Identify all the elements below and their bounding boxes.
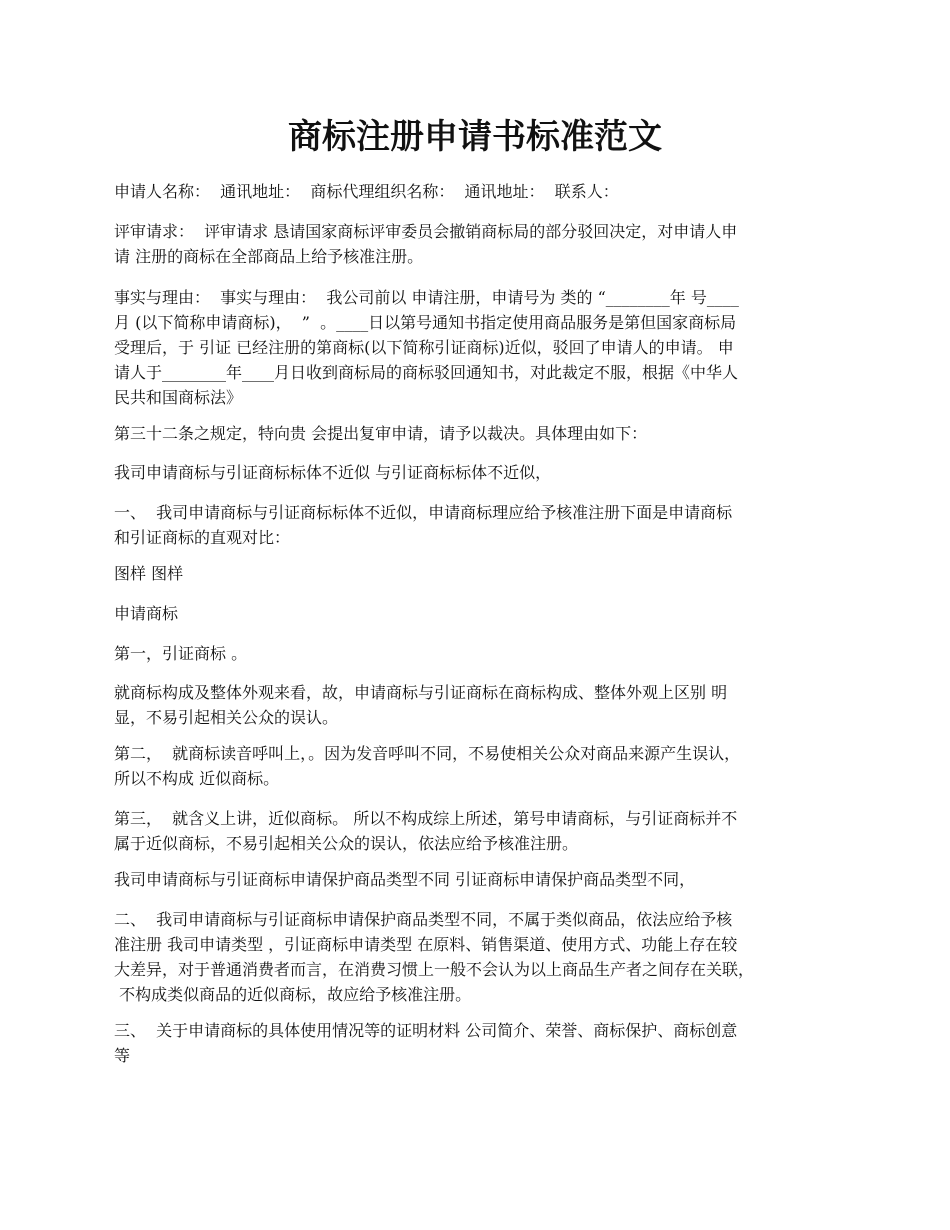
applicant-info-line: 申请人名称： 通讯地址： 商标代理组织名称： 通讯地址： 联系人：: [114, 182, 619, 201]
mark-not-similar-heading: 我司申请商标与引证商标标体不近似 与引证商标标体不近似，: [114, 463, 552, 482]
section-three-paragraph: 三、 关于申请商标的具体使用情况等的证明材料 公司简介、荣誉、商标保护、商标创意 等: [114, 1021, 738, 1065]
third-point-paragraph: 第三， 就含义上讲，近似商标。 所以不构成综上所述，第号申请商标，与引证商标并不 属于近似商标，不易引起相关公众的误认，依法应给予核准注册。: [114, 809, 738, 853]
section-one-paragraph: 一、 我司申请商标与引证商标标体不近似，申请商标理应给予核准注册下面是申请商标 和引证商标的直观对比：: [114, 503, 733, 547]
sample-labels: 图样 图样: [114, 564, 184, 583]
composition-paragraph: 就商标构成及整体外观来看，故，申请商标与引证商标在商标构成、整体外观上区别 明 显，不易引起相关公众的误认。: [114, 683, 728, 727]
section-two-paragraph: 二、 我司申请商标与引证商标申请保护商品类型不同，不属于类似商品，依法应给予核 准注册 我司申请类型 ，引证商标申请类型 在原料、销售渠道、使用方式、功能上存在较 大差异，对于普通消费者而言，在消费习惯上一般不会认为以上商品生产者之间存在关联， 不构成类似商品的近似商标，故应给予核准注册。: [114, 910, 755, 1004]
review-request-paragraph: 评审请求： 评审请求 恳请国家商标评审委员会撤销商标局的部分驳回决定，对申请人申 请 注册的商标在全部商品上给予核准注册。: [114, 222, 738, 266]
facts-and-reasons-paragraph: 事实与理由： 事实与理由： 我公司前以 申请注册，申请号为 类的 “________年 号____ 月 (以下简称申请商标)， ” 。____日以第号通知书指定使用商品服务是第但国家商标局 受理后，于 引证 已经注册的第商标(以下简称引证商标)近似，驳回了申请人的申请。 申 请人于________年____月日收到商标局的商标驳回通知书，对此裁定不服，根据《中华人 民共和国商标法》: [114, 288, 739, 407]
article-32-paragraph: 第三十二条之规定，特向贵 会提出复审申请，请予以裁决。具体理由如下：: [114, 424, 648, 443]
first-point-paragraph: 第一，引证商标 。: [114, 644, 248, 663]
second-point-paragraph: 第二， 就商标读音呼叫上，。因为发音呼叫不同，不易使相关公众对商品来源产生误认， 所以不构成 近似商标。: [114, 744, 741, 788]
applied-mark-label: 申请商标: [114, 604, 179, 623]
document-title: 商标注册申请书标准范文: [288, 117, 662, 157]
goods-type-heading: 我司申请商标与引证商标申请保护商品类型不同 引证商标申请保护商品类型不同，: [114, 870, 696, 889]
